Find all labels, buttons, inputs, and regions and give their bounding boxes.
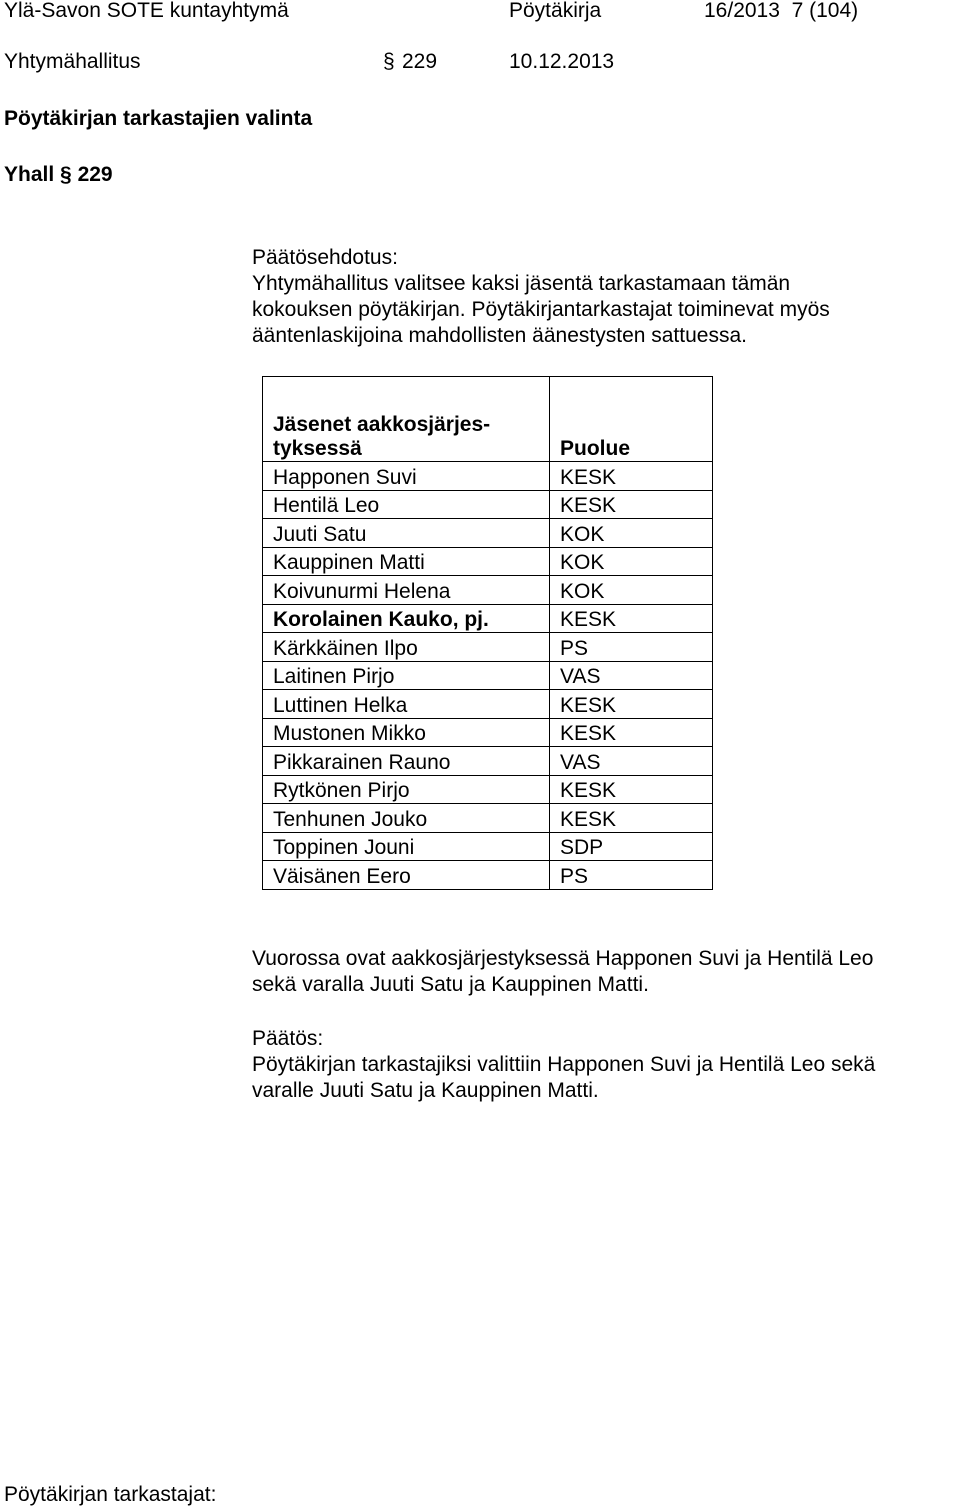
organization-name: Ylä-Savon SOTE kuntayhtymä [4,0,289,22]
decision-line: Pöytäkirjan tarkastajiksi valittiin Happonen Suvi ja Hentilä Leo sekä [252,1053,876,1076]
member-party: PS [550,633,713,662]
member-party: KESK [550,462,713,491]
member-name-chair: Korolainen Kauko, pj. [263,604,550,633]
table-row [263,604,713,633]
turn-paragraph [252,946,952,998]
table-row [263,861,713,890]
member-name: Kärkkäinen Ilpo [263,633,550,662]
member-name: Kauppinen Matti [263,547,550,576]
page-title: Pöytäkirjan tarkastajien valinta [4,107,313,130]
proposal-block [252,245,952,349]
member-party: VAS [550,661,713,690]
page-reference: 16/2013 7 (104) [704,0,859,22]
table-row [263,462,713,491]
member-party: KESK [550,604,713,633]
party-column-header: Puolue [550,377,713,462]
member-name: Laitinen Pirjo [263,661,550,690]
member-name: Happonen Suvi [263,462,550,491]
table-row [263,576,713,605]
member-party: PS [550,861,713,890]
table-row [263,547,713,576]
member-party: KESK [550,804,713,833]
proposal-line: Yhtymähallitus valitsee kaksi jäsentä tarkastamaan tämän [252,272,791,295]
member-party: KOK [550,547,713,576]
proposal-line: kokouksen pöytäkirjan. Pöytäkirjantarkastajat toiminevat myös [252,298,830,321]
member-party: KESK [550,718,713,747]
member-name: Toppinen Jouni [263,832,550,861]
proposal-label: Päätösehdotus: [252,246,398,269]
member-name: Juuti Satu [263,519,550,548]
member-name: Tenhunen Jouko [263,804,550,833]
table-row [263,775,713,804]
table-row [263,832,713,861]
table-row [263,519,713,548]
members-column-header: Jäsenet aakkosjärjes- tyksessä [263,377,550,462]
member-name: Luttinen Helka [263,690,550,719]
member-party: KESK [550,490,713,519]
section-ref-symbol: § [60,163,72,186]
section-number: 229 [402,50,438,73]
table-row [263,690,713,719]
decision-label: Päätös: [252,1027,324,1050]
member-name: Pikkarainen Rauno [263,747,550,776]
member-name: Mustonen Mikko [263,718,550,747]
table-row [263,490,713,519]
member-party: KESK [550,775,713,804]
decision-line: varalle Juuti Satu ja Kauppinen Matti. [252,1079,599,1102]
table-row [263,661,713,690]
turn-line: Vuorossa ovat aakkosjärjestyksessä Happonen Suvi ja Hentilä Leo [252,947,874,970]
proposal-line: ääntenlaskijoina mahdollisten äänestysten sattuessa. [252,324,747,347]
member-party: VAS [550,747,713,776]
document-type: Pöytäkirja [509,0,602,22]
footer-label: Pöytäkirjan tarkastajat: [4,1483,217,1506]
table-row [263,633,713,662]
members-table [262,376,713,890]
member-name: Koivunurmi Helena [263,576,550,605]
decision-block [252,1026,952,1104]
meeting-date: 10.12.2013 [509,50,615,73]
member-party: KESK [550,690,713,719]
member-name: Rytkönen Pirjo [263,775,550,804]
turn-line: sekä varalla Juuti Satu ja Kauppinen Matti. [252,973,649,996]
member-name: Hentilä Leo [263,490,550,519]
table-header-row [263,377,713,462]
member-party: KOK [550,576,713,605]
section-ref-prefix: Yhall [4,163,55,186]
member-name: Väisänen Eero [263,861,550,890]
board-name: Yhtymähallitus [4,50,141,73]
section-symbol: § [383,50,395,73]
table-row [263,718,713,747]
section-ref-number: 229 [77,163,113,186]
member-party: SDP [550,832,713,861]
table-row [263,747,713,776]
section-ref [4,162,113,187]
member-party: KOK [550,519,713,548]
table-row [263,804,713,833]
